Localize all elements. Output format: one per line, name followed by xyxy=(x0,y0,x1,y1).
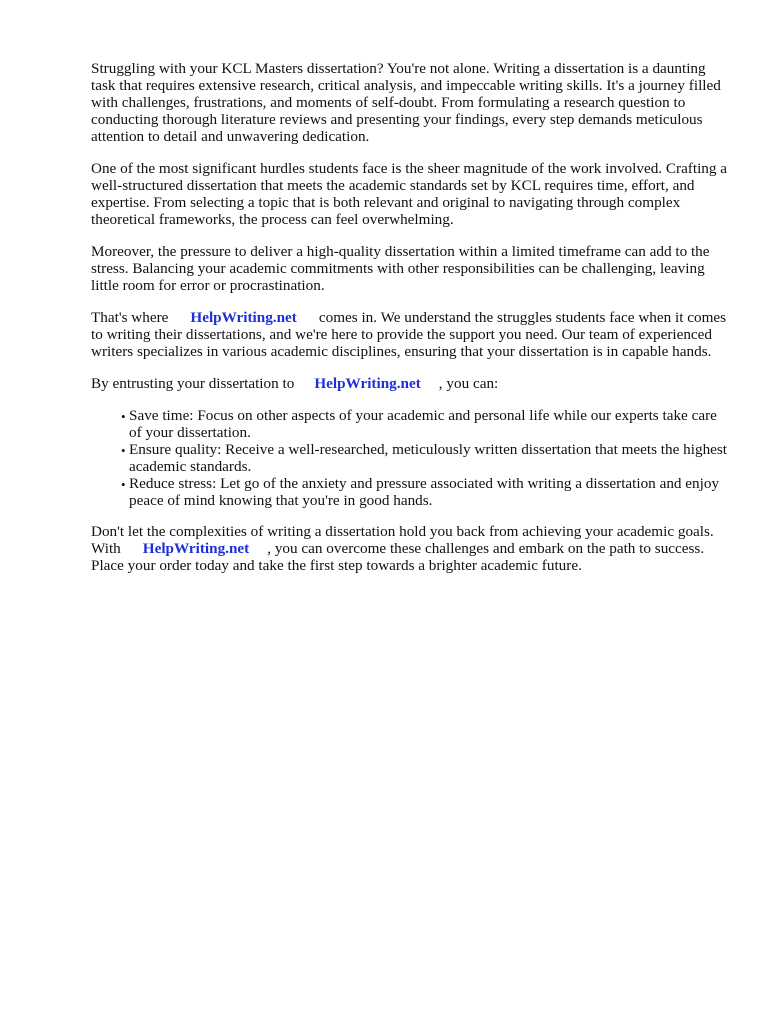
paragraph-pressure: Moreover, the pressure to deliver a high-quality dissertation within a limited timeframe can add to the stress. Balancing your academic commitments with other responsibilities can be challenging, leaving little room for error or procrastination. xyxy=(91,243,710,294)
paragraph-text: , you can: xyxy=(438,375,499,392)
paragraph-text: By entrusting your dissertation to xyxy=(91,375,295,392)
paragraph-hurdles: One of the most significant hurdles students face is the sheer magnitude of the work involved. Crafting a well-structured dissertation that meets the academic standards set by KCL requires time, effort, and expertise. From selecting a topic that is both relevant and original to navigating through complex theoretical frameworks, the process can feel overwhelming. xyxy=(91,160,728,228)
helpwriting-link[interactable]: HelpWriting.net xyxy=(314,375,421,392)
helpwriting-link[interactable]: HelpWriting.net xyxy=(142,540,250,557)
paragraph-thats-where xyxy=(91,309,731,360)
helpwriting-link[interactable]: HelpWriting.net xyxy=(190,309,297,326)
bullet-icon: • xyxy=(121,477,126,492)
paragraph-text: comes in. We understand the struggles students face when it comes to writing their dissertations, and we're here to provide the support you need. Our team of experienced writers specializes in various academic disciplines, ensuring that your dissertation is in capable hands. xyxy=(91,309,727,360)
bullet-icon: • xyxy=(121,443,126,458)
paragraph-text: Don't let the complexities of writing a dissertation hold you back from achieving your academic goals. With xyxy=(91,523,714,557)
paragraph-intro: Struggling with your KCL Masters dissertation? You're not alone. Writing a dissertation is a daunting task that requires extensive research, critical analysis, and impeccable writing skills. It's a journey filled with challenges, frustrations, and moments of self-doubt. From formulating a research question to conducting thorough literature reviews and presenting your findings, every step demands meticulous attention to detail and unwavering dedication. xyxy=(91,60,721,145)
paragraph-text: That's where xyxy=(91,309,169,326)
list-item-text: Reduce stress: Let go of the anxiety and pressure associated with writing a dissertation and enjoy peace of mind knowing that you're in good hands. xyxy=(129,475,720,509)
list-item-text: Save time: Focus on other aspects of your academic and personal life while our experts take care of your dissertation. xyxy=(129,407,717,441)
benefits-list xyxy=(91,407,731,509)
list-item xyxy=(121,475,731,509)
list-item-text: Ensure quality: Receive a well-researched, meticulously written dissertation that meets the highest academic standards. xyxy=(129,441,728,475)
paragraph-text: , you can overcome these challenges and embark on the path to success. Place your order today and take the first step towards a brighter academic future. xyxy=(91,540,705,574)
paragraph-conclusion xyxy=(91,523,731,574)
paragraph-entrusting xyxy=(91,375,731,392)
list-item xyxy=(121,407,731,441)
document-body xyxy=(91,60,731,589)
list-item xyxy=(121,441,731,475)
bullet-icon: • xyxy=(121,409,126,424)
